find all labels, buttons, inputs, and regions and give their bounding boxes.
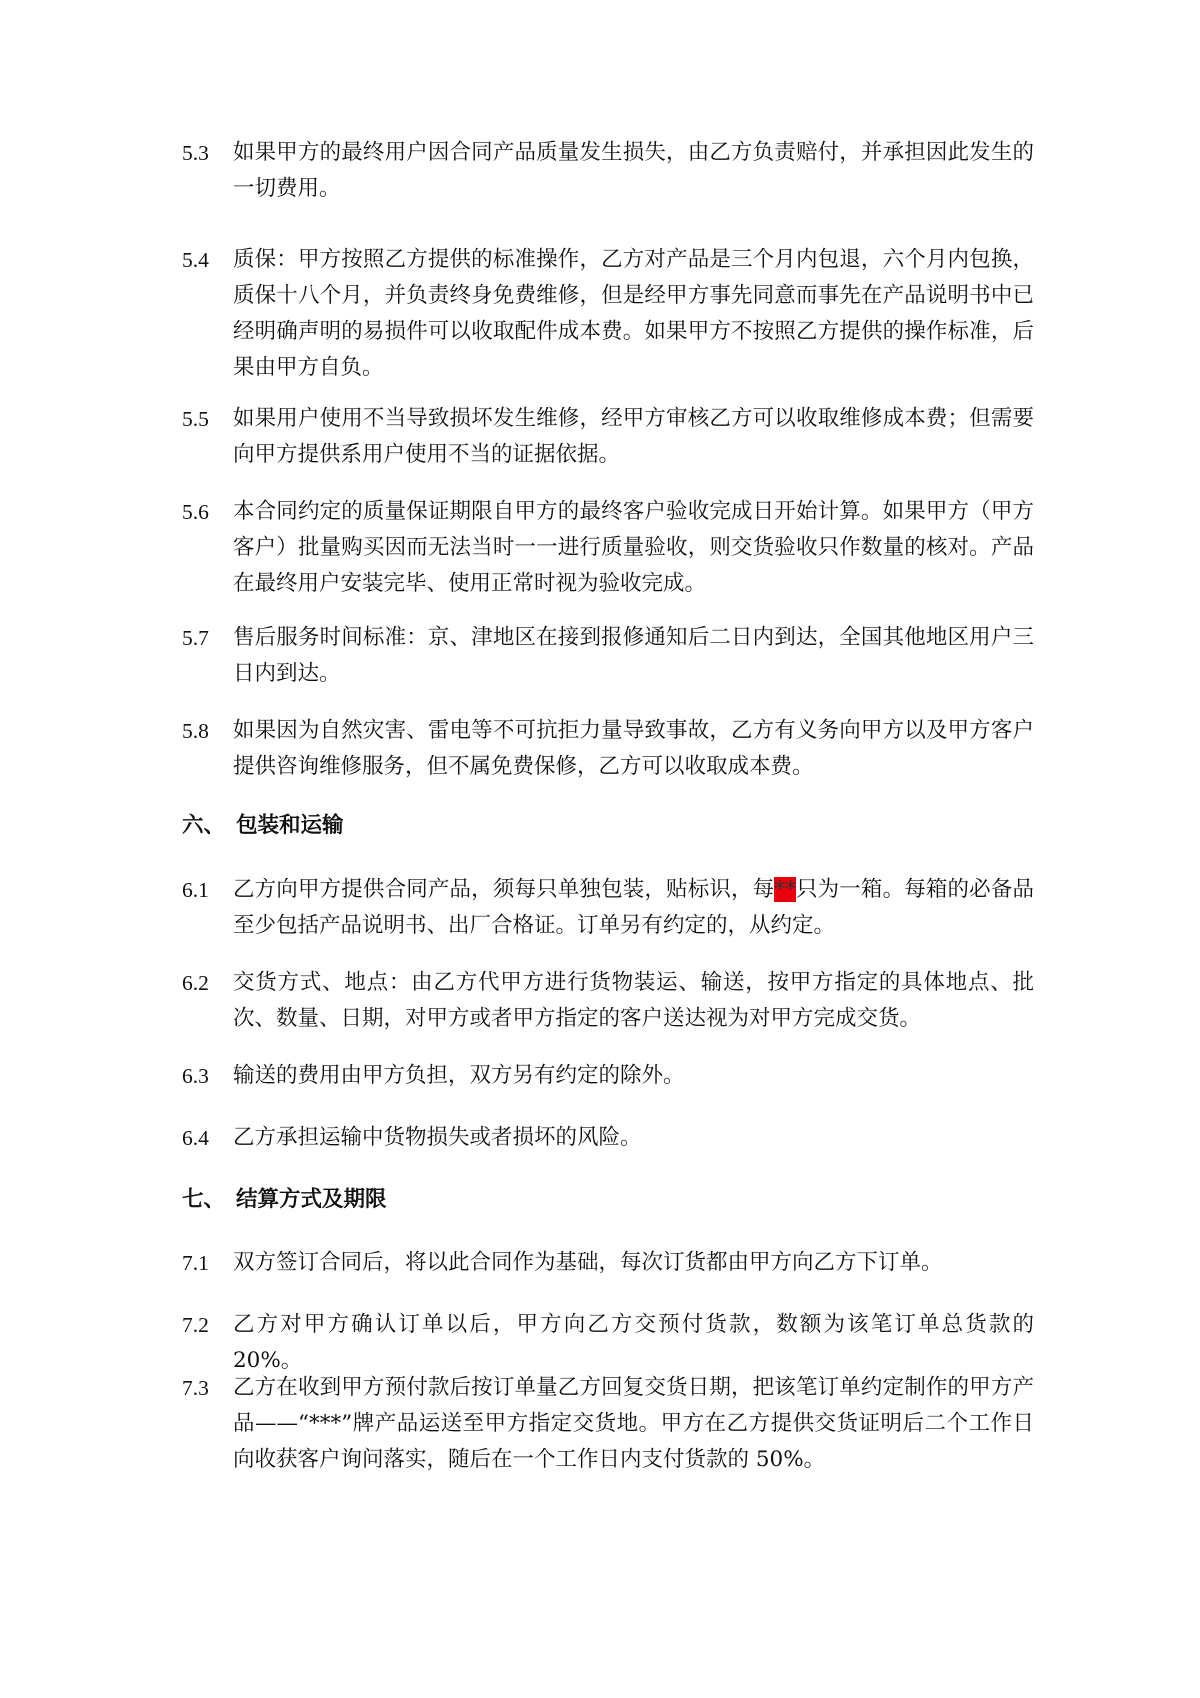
- clause-text: 如果因为自然灾害、雷电等不可抗拒力量导致事故，乙方有义务向甲方以及甲方客户提供咨询维修服务，但不属免费保修，乙方可以收取成本费。: [233, 718, 1034, 779]
- clause-number: 7.3: [182, 1376, 209, 1400]
- section-title: 结算方式及期限: [236, 1187, 387, 1212]
- clause-text: 如果甲方的最终用户因合同产品质量发生损失，由乙方负责赔付，并承担因此发生的一切费用。: [233, 140, 1034, 201]
- clause-5-8: [182, 713, 1034, 785]
- clause-text: 乙方对甲方确认订单以后，甲方向乙方交预付货款，数额为该笔订单总货款的 20%。: [233, 1312, 1034, 1373]
- clause-text-part: 乙方向甲方提供合同产品，须每只单独包装，贴标识，每: [233, 877, 775, 902]
- clause-text: 交货方式、地点：由乙方代甲方进行货物装运、输送，按甲方指定的具体地点、批次、数量、日期，对甲方或者甲方指定的客户送达视为对甲方完成交货。: [233, 970, 1034, 1031]
- clause-6-2: [182, 965, 1034, 1037]
- clause-number: 6.2: [182, 971, 209, 995]
- clause-number: 5.3: [182, 141, 209, 165]
- clause-5-3: [182, 135, 1034, 207]
- clause-number: 6.4: [182, 1126, 209, 1150]
- clause-7-3: [182, 1370, 1034, 1478]
- clause-text: 本合同约定的质量保证期限自甲方的最终客户验收完成日开始计算。如果甲方（甲方客户）批量购买因而无法当时一一进行质量验收，则交货验收只作数量的核对。产品在最终用户安装完毕、使用正常时视为验收完成。: [233, 499, 1034, 596]
- clause-text: 售后服务时间标准：京、津地区在接到报修通知后二日内到达，全国其他地区用户三日内到达。: [233, 625, 1034, 686]
- clause-text: 质保：甲方按照乙方提供的标准操作，乙方对产品是三个月内包退，六个月内包换，质保十八个月，并负责终身免费维修，但是经甲方事先同意而事先在产品说明书中已经明确声明的易损件可以收取配件成本费。如果甲方不按照乙方提供的操作标准，后果由甲方自负。: [233, 247, 1034, 380]
- clause-text-part: 只为一箱。每箱的必备品至少包括产品说明书、出厂合格证。订单另有约定的，从约定。: [233, 877, 1034, 938]
- clause-5-6: [182, 494, 1034, 602]
- clause-number: 5.5: [182, 407, 209, 431]
- clause-6-3: [182, 1058, 1034, 1094]
- clause-text: 双方签订合同后，将以此合同作为基础，每次订货都由甲方向乙方下订单。: [233, 1250, 943, 1275]
- clause-text: 如果用户使用不当导致损坏发生维修，经甲方审核乙方可以收取维修成本费；但需要向甲方提供系用户使用不当的证据依据。: [233, 406, 1034, 467]
- clause-5-7: [182, 620, 1034, 692]
- clause-text: 乙方承担运输中货物损失或者损坏的风险。: [233, 1125, 642, 1150]
- clause-5-4: [182, 242, 1034, 386]
- clause-number: 7.2: [182, 1313, 209, 1337]
- clause-6-1: [182, 872, 1034, 944]
- clause-text: [233, 872, 1034, 944]
- section-number: 七、: [182, 1187, 226, 1212]
- section-heading-7: [182, 1182, 1034, 1218]
- clause-text: 乙方在收到甲方预付款后按订单量乙方回复交货日期，把该笔订单约定制作的甲方产品——“***”牌产品运送至甲方指定交货地。甲方在乙方提供交货证明后二个工作日向收获客户询问落实，随后在一个工作日内支付货款的 50%。: [233, 1375, 1034, 1472]
- clause-7-1: [182, 1245, 1034, 1281]
- clause-number: 5.8: [182, 719, 209, 743]
- clause-6-4: [182, 1120, 1034, 1156]
- section-number: 六、: [182, 813, 226, 838]
- clause-number: 6.1: [182, 878, 209, 902]
- clause-number: 7.1: [182, 1251, 209, 1275]
- highlighted-placeholder: **: [774, 877, 796, 902]
- clause-7-2: [182, 1307, 1034, 1379]
- clause-number: 6.3: [182, 1064, 209, 1088]
- clause-text: 输送的费用由甲方负担，双方另有约定的除外。: [233, 1063, 685, 1088]
- clause-number: 5.4: [182, 248, 209, 272]
- section-title: 包装和运输: [236, 813, 344, 838]
- clause-5-5: [182, 401, 1034, 473]
- clause-number: 5.7: [182, 626, 209, 650]
- clause-number: 5.6: [182, 500, 209, 524]
- section-heading-6: [182, 808, 1034, 844]
